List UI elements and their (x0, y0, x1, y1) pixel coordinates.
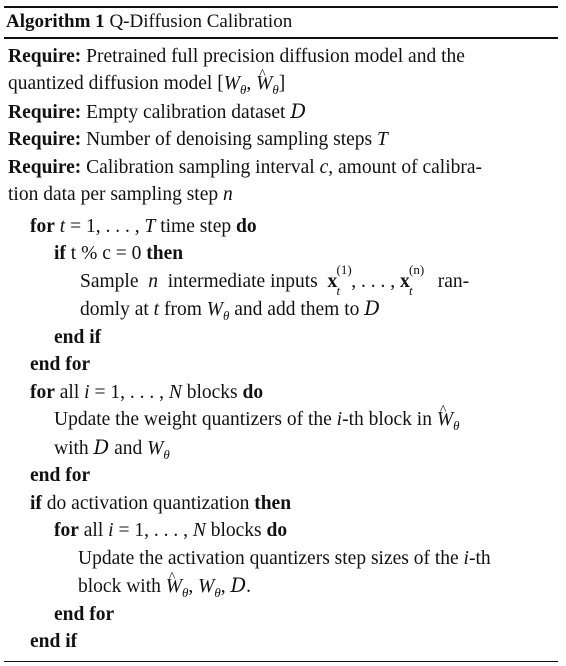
math-subscript: θ (239, 81, 247, 97)
for-keyword: for (54, 520, 79, 541)
math-symbol: D (230, 574, 247, 597)
math-separator: , (246, 73, 257, 94)
math-range: = 1, . . . , (65, 215, 140, 237)
math-x-1 (327, 261, 352, 298)
math-symbol: i (84, 381, 90, 403)
math-range: , . . . , (351, 270, 396, 292)
for-line-3 (4, 517, 558, 545)
math-symbol: N (168, 381, 182, 403)
require-line-2 (4, 98, 558, 127)
math-range: = 1, . . . , (89, 381, 164, 403)
for-keyword: for (30, 381, 55, 403)
statement-text: block with (78, 576, 161, 597)
sample-line-1 (4, 261, 558, 298)
then-keyword: then (254, 492, 292, 514)
math-symbol: W (206, 299, 223, 320)
endfor-line-2 (4, 462, 558, 490)
math-superscript: (1) (336, 261, 352, 277)
do-keyword: do (242, 381, 264, 403)
for-line-2 (4, 379, 558, 407)
math-superscript: (n) (409, 261, 425, 277)
statement-text: and add them to (234, 299, 360, 320)
statement-text: intermediate inputs (167, 270, 318, 292)
require-line-1 (4, 43, 558, 71)
math-subscript: t (409, 282, 413, 298)
do-keyword: do (266, 520, 288, 541)
algorithm-label: Algorithm 1 (6, 11, 105, 32)
require-text: Empty calibration dataset (86, 101, 286, 123)
math-symbol: W (147, 437, 164, 459)
require-text: quantized diffusion model [ (8, 73, 224, 94)
endfor-line-3 (4, 601, 558, 629)
math-symbol: W (223, 73, 240, 94)
statement-text: and (114, 437, 143, 459)
if-line-2 (4, 490, 558, 518)
math-subscript: θ (163, 446, 170, 462)
math-symbol-hat: ^ W (437, 406, 453, 434)
math-separator: , (220, 576, 226, 597)
require-keyword: Require: (8, 45, 82, 67)
statement-text: ran- (437, 270, 470, 292)
require-line-4 (4, 154, 558, 182)
math-subscript: θ (453, 417, 460, 433)
math-symbol: i (463, 547, 469, 569)
middle-rule (4, 37, 558, 39)
math-symbol: W (198, 576, 215, 597)
statement-text: Update the activation quantizers step sizes of the (78, 547, 459, 569)
require-line-3 (4, 126, 558, 154)
endif-keyword: end if (54, 326, 102, 348)
require-line-1-cont (4, 70, 558, 98)
math-subscript: θ (223, 307, 230, 323)
endfor-keyword: end for (30, 354, 91, 375)
require-text: Pretrained full precision diffusion model and the (86, 45, 465, 67)
math-symbol: D (364, 297, 380, 320)
algorithm-title: Q-Diffusion Calibration (109, 11, 293, 32)
math-symbol: i (108, 520, 114, 541)
for-line-1 (4, 213, 558, 241)
endif-keyword: end if (30, 631, 78, 652)
statement-text: all (83, 520, 104, 541)
if-keyword: if (54, 243, 66, 264)
algorithm-box (4, 6, 558, 662)
statement-text: with (54, 437, 89, 459)
math-symbol: N (192, 520, 206, 541)
endif-line-2 (4, 628, 558, 656)
update-line-4 (4, 572, 558, 601)
statement-text: blocks (186, 381, 238, 403)
statement-text: from (163, 299, 202, 320)
bottom-rule (4, 661, 558, 663)
update-line-3 (4, 545, 558, 573)
math-x-n (400, 261, 425, 298)
require-keyword: Require: (8, 101, 82, 123)
require-keyword: Require: (8, 156, 82, 178)
statement-text: all (59, 381, 80, 403)
math-subscript: θ (214, 584, 221, 600)
top-rule (4, 6, 558, 8)
math-symbol: T (144, 215, 156, 237)
then-keyword: then (146, 243, 184, 264)
statement-text: time step (160, 215, 232, 237)
math-separator: ] (278, 73, 286, 94)
math-symbol: n (223, 184, 233, 205)
if-line-1 (4, 240, 558, 268)
statement-text: -th block in (342, 409, 432, 430)
statement-text: -th (468, 547, 491, 569)
statement-text: domly at (80, 299, 149, 320)
math-symbol-hat: ^ W (256, 70, 272, 98)
math-symbol-hat: ^ W (166, 573, 182, 601)
math-symbol: x (400, 270, 410, 292)
condition-text: do activation quantization (46, 492, 250, 514)
math-range: = 1, . . . , (113, 520, 188, 541)
math-symbol: D (290, 99, 306, 123)
math-symbol: t (153, 299, 160, 320)
endfor-keyword: end for (30, 465, 91, 486)
statement-text: Update the weight quantizers of the (54, 409, 332, 430)
math-symbol: D (93, 435, 110, 459)
endfor-line-1 (4, 351, 558, 379)
endfor-keyword: end for (54, 603, 115, 625)
math-subscript: θ (182, 584, 189, 600)
update-line-2 (4, 434, 558, 463)
statement-text: Sample (80, 270, 139, 292)
math-subscript: θ (272, 81, 279, 97)
require-text: , amount of calibra- (328, 156, 483, 178)
condition-text: t % c = 0 (70, 243, 142, 264)
math-symbol: x (327, 270, 338, 292)
statement-text: blocks (210, 520, 262, 541)
math-symbol: n (148, 270, 158, 292)
math-separator: , (188, 576, 194, 597)
require-text: Calibration sampling interval (86, 156, 315, 178)
update-line-1 (4, 406, 558, 434)
math-symbol: i (336, 409, 343, 430)
for-keyword: for (30, 215, 55, 237)
math-separator: . (246, 576, 252, 597)
math-symbol: c (319, 156, 329, 178)
require-line-4-cont (4, 181, 558, 209)
math-subscript: t (336, 282, 341, 298)
sample-line-2 (4, 295, 558, 324)
do-keyword: do (236, 215, 257, 237)
math-symbol: t (59, 215, 66, 237)
require-keyword: Require: (8, 129, 82, 150)
math-symbol: T (377, 129, 388, 150)
if-keyword: if (30, 492, 42, 514)
algorithm-caption (4, 10, 558, 34)
require-text: tion data per sampling step (8, 184, 219, 205)
require-text: Number of denoising sampling steps (86, 129, 373, 150)
endif-line-1 (4, 324, 558, 352)
